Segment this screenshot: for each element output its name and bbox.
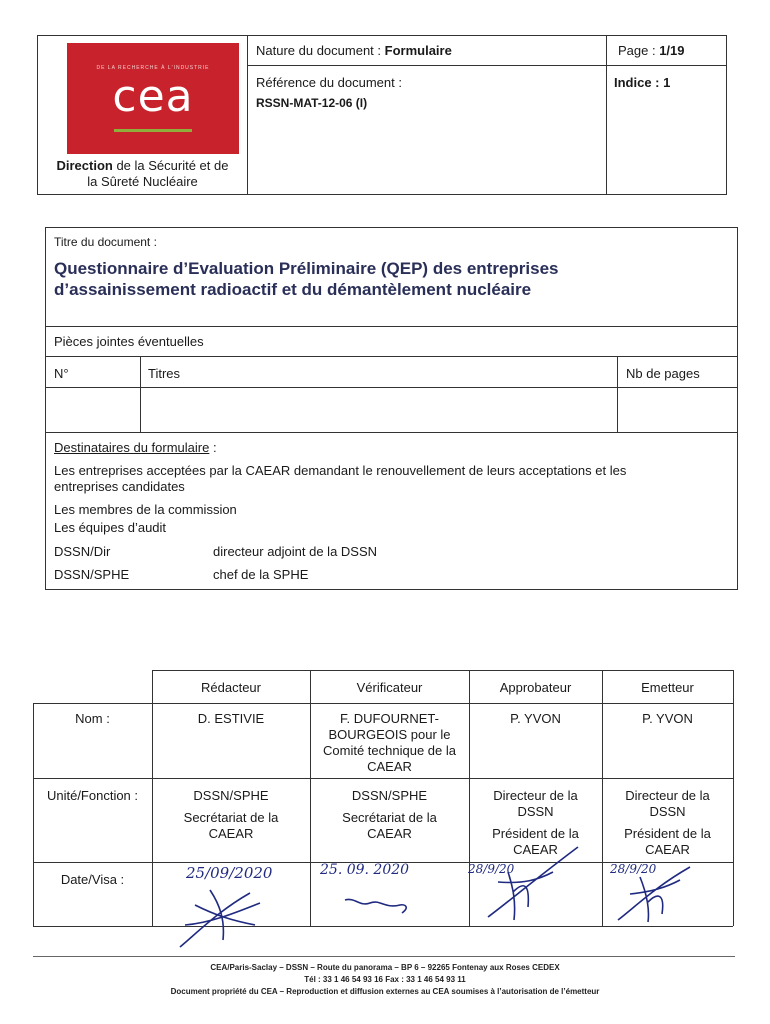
col-header-verificateur: Vérificateur: [356, 680, 423, 695]
recipient-code: DSSN/Dir: [54, 544, 111, 559]
header-row-divider: [247, 65, 727, 66]
col-header-redacteur: Rédacteur: [201, 680, 261, 695]
approval-right-border: [733, 670, 734, 926]
approval-top-border: [152, 670, 733, 671]
col-header-approbateur: Approbateur: [499, 680, 572, 695]
nature-field: Nature du document : Formulaire: [256, 43, 452, 58]
verificateur-date: 25. 09. 2020: [320, 862, 410, 878]
attachments-header-divider: [45, 387, 738, 388]
recipients-label: Destinataires du formulaire :: [54, 440, 217, 455]
recipients-commission: Les membres de la commission: [54, 502, 237, 517]
logo-wordmark: cea: [112, 71, 194, 122]
approbateur-name: P. YVON: [510, 711, 561, 726]
reference-value: RSSN-MAT-12-06 (I): [256, 96, 368, 110]
indice-label: Indice : 1: [614, 75, 671, 90]
recipients-text: Les entreprises acceptées par la CAEAR demandant le renouvellement de leurs acceptations et les entreprises candidates: [54, 463, 627, 494]
reference-label: Référence du document :: [256, 75, 402, 90]
direction-label: Direction de la Sécurité et de la Sûreté Nucléaire: [56, 158, 229, 189]
row-label-unite: Unité/Fonction :: [46, 788, 139, 803]
approbateur-date: 28/9/20: [468, 862, 515, 876]
redacteur-date: 25/09/2020: [186, 864, 273, 882]
verificateur-signature: [340, 885, 420, 925]
attachments-label: Pièces jointes éventuelles: [54, 334, 204, 349]
footer-address: CEA/Paris-Saclay – DSSN – Route du panorama – BP 6 – 92265 Fontenay aux Roses CEDEX: [210, 963, 560, 972]
cea-logo: [67, 43, 239, 154]
logo-green-bar: [114, 129, 192, 132]
attachments-col2: [617, 356, 618, 432]
redacteur-unit: DSSN/SPHE Secrétariat de la CAEAR: [183, 788, 279, 841]
header-divider-right: [606, 35, 607, 195]
verificateur-name: F. DUFOURNET- BOURGEOIS pour le Comité technique de la CAEAR: [323, 711, 456, 774]
approval-bottom-border: [33, 926, 733, 927]
header-divider-left: [247, 35, 248, 195]
recipient-role: chef de la SPHE: [213, 567, 309, 582]
col-header-emetteur: Emetteur: [641, 680, 694, 695]
emetteur-signature: [610, 862, 700, 924]
attachments-divider: [45, 356, 738, 357]
footer-rule: [33, 956, 735, 957]
row-label-nom: Nom :: [75, 711, 110, 726]
approbateur-signature: [478, 842, 588, 924]
emetteur-date: 28/9/20: [610, 862, 657, 876]
verificateur-unit: DSSN/SPHE Secrétariat de la CAEAR: [342, 788, 437, 841]
row-label-date: Date/Visa :: [60, 872, 125, 887]
emetteur-unit: Directeur de la DSSN Président de la CAEAR: [624, 788, 711, 857]
document-title: Questionnaire d’Evaluation Préliminaire (QEP) des entreprises d’assainissement radioactif et du démantèlement nucléaire: [54, 259, 559, 299]
title-label: Titre du document :: [54, 235, 157, 249]
approval-left-border: [33, 703, 34, 926]
approval-header-divider: [33, 703, 733, 704]
approbateur-unit: Directeur de la DSSN Président de la CAEAR: [492, 788, 579, 857]
redacteur-signature: [165, 885, 295, 955]
page-field: Page : 1/19: [618, 43, 685, 58]
logo-tagline: DE LA RECHERCHE À L'INDUSTRIE: [96, 65, 210, 71]
recipient-code: DSSN/SPHE: [54, 567, 130, 582]
recipients-audit: Les équipes d’audit: [54, 520, 167, 535]
recipient-role: directeur adjoint de la DSSN: [213, 544, 378, 559]
footer-property-notice: Document propriété du CEA – Reproduction et diffusion externes au CEA soumises à l’autorisation de l’émetteur: [170, 987, 600, 996]
attachments-header-titles: Titres: [148, 366, 181, 381]
attachments-col1: [140, 356, 141, 432]
redacteur-name: D. ESTIVIE: [197, 711, 265, 726]
attachments-header-pages: Nb de pages: [626, 366, 700, 381]
approval-row-divider-1: [33, 778, 733, 779]
footer-phone: Tél : 33 1 46 54 93 16 Fax : 33 1 46 54 93 11: [304, 975, 466, 984]
attachments-header-num: N°: [54, 366, 69, 381]
title-divider: [45, 326, 738, 327]
emetteur-name: P. YVON: [642, 711, 693, 726]
attachments-table-bottom: [45, 432, 738, 433]
